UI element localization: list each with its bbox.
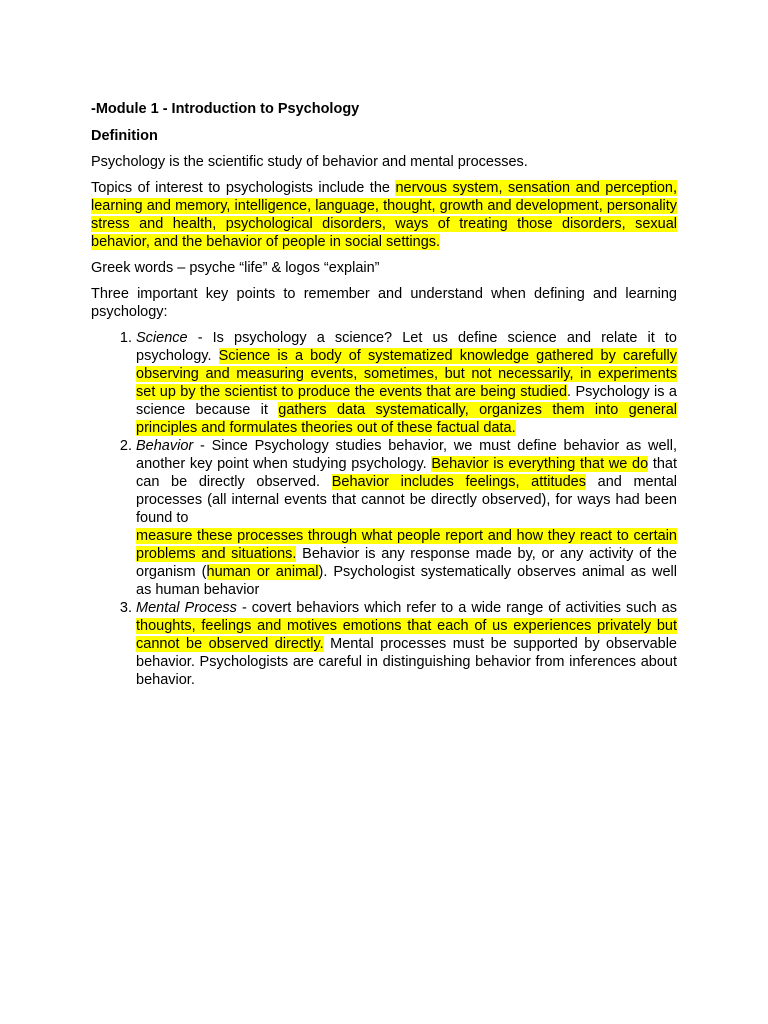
list-item-science xyxy=(136,329,677,437)
behavior-highlight-2: Behavior includes feelings, attitudes xyxy=(331,474,586,490)
behavior-highlight-4: human or animal xyxy=(206,564,319,580)
key-points-list xyxy=(91,329,677,689)
topics-paragraph xyxy=(91,179,677,251)
greek-paragraph: Greek words – psyche “life” & logos “explain” xyxy=(91,260,380,276)
science-highlight-1: Science is a body of systematized knowledge gathered by carefully observing and measuring events, sometimes, but not necessarily, in experiments set up by the scientist to produce the events that are being studied xyxy=(136,348,678,400)
behavior-text-2: that can be directly observed. xyxy=(136,456,678,490)
topics-highlight: nervous system, sensation and perception, learning and memory, intelligence, language, thought, growth and development, personality stress and health, psychological disorders, ways of treating those disorders, sexual behavior, and the behavior of people in social settings. xyxy=(91,180,677,250)
module-title: -Module 1 - Introduction to Psychology xyxy=(91,101,360,117)
document-page xyxy=(91,100,677,689)
behavior-highlight-3: measure these processes through what people report and how they react to certain problems and situations. xyxy=(136,528,677,562)
list-item-mental-process xyxy=(136,599,677,689)
behavior-text-4: Behavior is any response made by, or any activity of the organism ( xyxy=(136,546,677,580)
science-highlight-2: gathers data systematically, organizes them into general principles and formulates theories out of these factual data. xyxy=(136,402,677,436)
science-text-2: . Psychology is a science because it xyxy=(136,384,677,418)
topics-text: Topics of interest to psychologists include the xyxy=(91,180,396,196)
behavior-text-3: and mental processes (all internal events that cannot be directly observed), for ways had been found to xyxy=(136,474,677,526)
term-behavior: Behavior xyxy=(136,438,194,454)
mental-text-2: Mental processes must be supported by observable behavior. Psychologists are careful in distinguishing behavior from inferences about behavior. xyxy=(136,636,677,688)
section-heading: Definition xyxy=(91,128,158,144)
list-item-behavior xyxy=(136,437,677,599)
term-mental-process: Mental Process xyxy=(136,600,237,616)
mental-text-1: - covert behaviors which refer to a wide range of activities such as xyxy=(236,600,677,616)
behavior-highlight-1: Behavior is everything that we do xyxy=(431,456,649,472)
mental-highlight-1: thoughts, feelings and motives emotions that each of us experiences privately but cannot be observed directly. xyxy=(136,618,677,652)
intro-paragraph: Three important key points to remember and understand when defining and learning psychology: xyxy=(91,286,677,320)
science-text-1: - Is psychology a science? Let us define science and relate it to psychology. xyxy=(136,330,677,364)
behavior-text-5: ). Psychologist systematically observes animal as well as human behavior xyxy=(136,564,678,598)
term-science: Science xyxy=(136,330,188,346)
definition-paragraph: Psychology is the scientific study of behavior and mental processes. xyxy=(91,154,528,170)
behavior-text-1: - Since Psychology studies behavior, we must define behavior as well, another key point when studying psychology. xyxy=(136,438,677,472)
